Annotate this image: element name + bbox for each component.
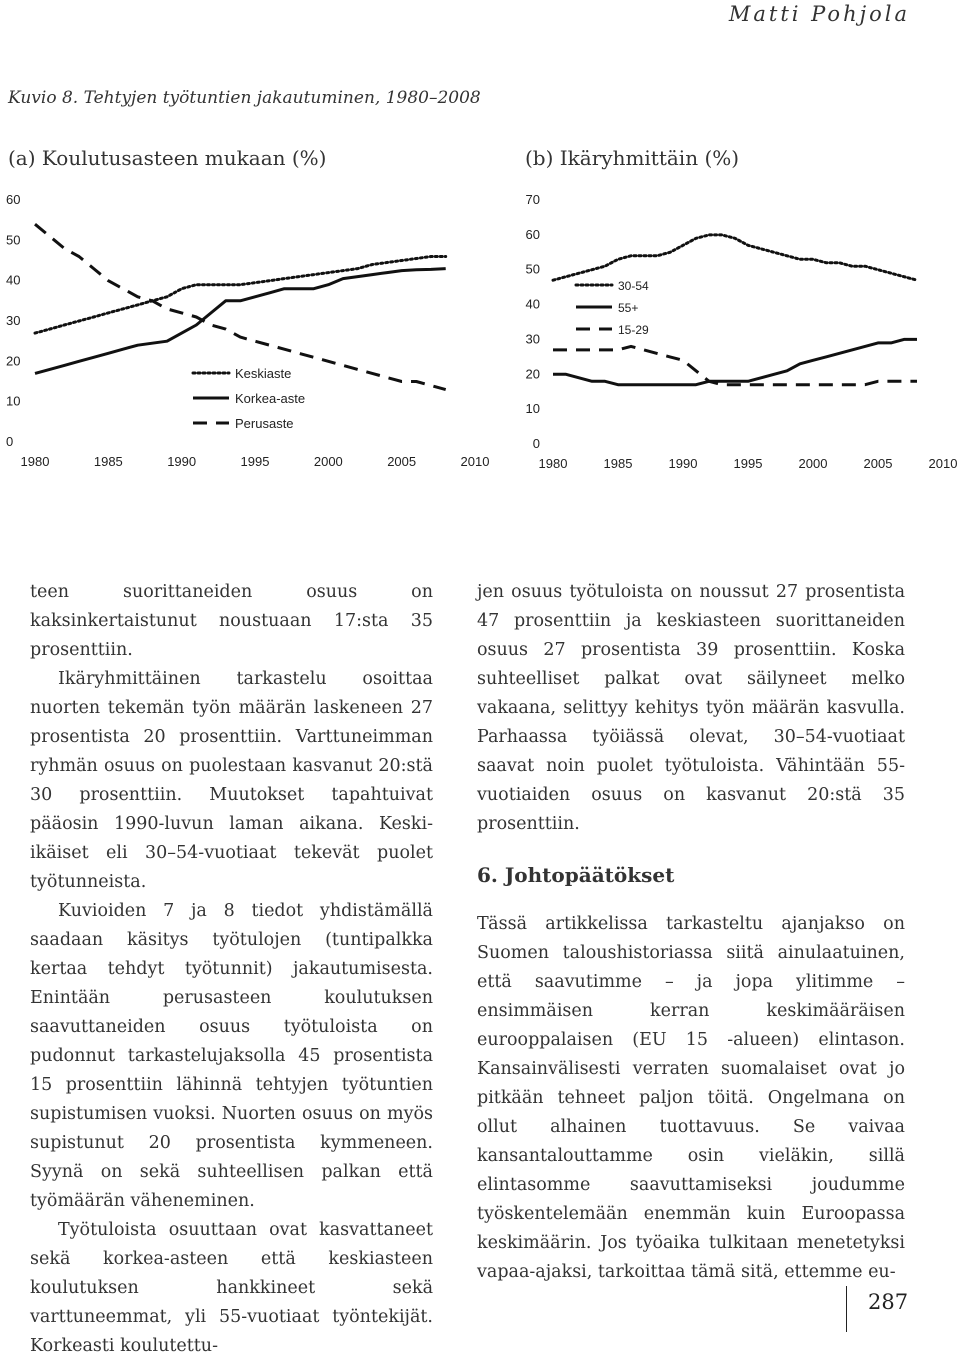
x-tick-label: 2005 <box>387 454 417 469</box>
text-column-right <box>477 578 905 1287</box>
legend-label: 30-54 <box>618 279 649 293</box>
legend-label: 55+ <box>618 301 639 315</box>
page-number-rule <box>846 1286 847 1332</box>
y-tick-label: 40 <box>525 296 540 312</box>
x-tick-label: 2000 <box>313 454 343 469</box>
x-tick-label: 2010 <box>460 454 490 469</box>
y-tick-label: 10 <box>6 393 21 409</box>
x-tick-label: 1995 <box>240 454 270 469</box>
paragraph: jen osuus työtuloista on noussut 27 prosentista 47 prosenttiin ja keskiasteen suorittaneiden osuus 27 prosentista 39 prosenttiin. Koska suhteelliset palkat ovat säilyneet melko vakaana, selittyy kehitys työn määrän kasvulla. Parhaassa työiässä olevat, 30–54-vuotiaat saavat noin puolet työtuloista. Vähintään 55-vuotiaiden osuus on kasvanut 20:stä 35 prosenttiin. <box>477 582 905 834</box>
series-line-30-54 <box>553 235 917 280</box>
y-tick-label: 40 <box>6 272 21 288</box>
series-line-15-29 <box>553 346 917 384</box>
x-tick-label: 1990 <box>167 454 197 469</box>
y-tick-label: 50 <box>6 232 21 248</box>
y-tick-label: 10 <box>525 401 540 417</box>
page-number: 287 <box>868 1290 909 1314</box>
section-heading: 6. Johtopäätökset <box>477 863 675 887</box>
x-tick-label: 1980 <box>538 456 568 471</box>
series-line-keskiaste <box>35 257 446 334</box>
paragraph: Kuvioiden 7 ja 8 tiedot yhdistämällä saadaan käsitys työtulojen (tuntipalkka kertaa tehdyt työtunnit) jakautumisesta. Enintään perusasteen koulutuksen saavuttaneiden osuus työtuloista on pudonnut tarkastelujaksolla 45 prosentista 15 prosenttiin lähinnä tehtyjen työtuntien supistumisen vuoksi. Nuorten osuus on myös supistunut 20 prosentista kymmeneen. Syynä on sekä suhteellisen palkan että työmäärän väheneminen. <box>30 901 433 1211</box>
running-header-author: Matti Pohjola <box>728 2 910 26</box>
series-line-perusaste <box>35 224 446 389</box>
y-tick-label: 30 <box>6 313 21 328</box>
text-column-left <box>30 578 433 1361</box>
y-tick-label: 70 <box>525 192 540 207</box>
y-tick-label: 50 <box>525 261 540 277</box>
y-tick-label: 20 <box>6 353 21 369</box>
paragraph: Työtuloista osuuttaan ovat kasvattaneet sekä korkea-asteen että keskiasteen koulutuksen hankkineet sekä varttuneemmat, yli 55-vuotiaat työntekijät. Korkeasti koulutettu- <box>30 1220 433 1356</box>
chart-a-title: (a) Koulutusasteen mukaan (%) <box>8 146 327 170</box>
legend-label: Korkea-aste <box>235 391 306 406</box>
y-tick-label: 20 <box>525 366 540 382</box>
y-tick-label: 60 <box>6 192 21 207</box>
y-tick-label: 30 <box>525 331 540 347</box>
x-tick-label: 1980 <box>20 454 50 469</box>
legend-label: Keskiaste <box>235 366 292 381</box>
chart-b-title: (b) Ikäryhmittäin (%) <box>525 146 740 170</box>
x-tick-label: 1990 <box>668 456 698 471</box>
series-line-55+ <box>553 339 917 384</box>
legend-label: 15-29 <box>618 323 649 337</box>
chart-a <box>0 185 500 485</box>
x-tick-label: 2010 <box>928 456 958 471</box>
figure-caption: Kuvio 8. Tehtyjen työtuntien jakautuminen, 1980–2008 <box>8 88 481 108</box>
x-tick-label: 1985 <box>93 454 123 469</box>
y-tick-label: 0 <box>6 434 14 449</box>
x-tick-label: 2005 <box>863 456 893 471</box>
chart-b <box>510 185 960 485</box>
x-tick-label: 1995 <box>733 456 763 471</box>
y-tick-label: 0 <box>532 436 540 451</box>
paragraph: Ikäryhmittäinen tarkastelu osoittaa nuorten tekemän työn määrän laskeneen 27 prosentista 20 prosenttiin. Varttuneimman ryhmän osuus on puolestaan kasvanut 20:stä 30 prosenttiin. Muutokset tapahtuivat pääosin 1990-luvun laman aikana. Keski-ikäiset eli 30–54-vuotiaat tekevät puolet työtunneista. <box>30 669 433 892</box>
y-tick-label: 60 <box>525 226 540 242</box>
legend-label: Perusaste <box>235 416 294 431</box>
paragraph: teen suorittaneiden osuus on kaksinkertaistunut noustuaan 17:sta 35 prosenttiin. <box>30 582 433 660</box>
x-tick-label: 2000 <box>798 456 828 471</box>
paragraph: Tässä artikkelissa tarkasteltu ajanjakso on Suomen taloushistoriassa siitä ainulaatuinen, että saavutimme – ja jopa ylitimme – ensimmäisen kerran keskimääräisen eurooppalaisen (EU 15 -alueen) elintason. Kansainvälisesti verraten suomalaiset ovat jo pitkään tehneet paljon töitä. Ongelmana on ollut alhainen tuottavuus. Se vaivaa kansantalouttamme osin vieläkin, sillä elintasomme saavuttamiseksi joudumme työskentelemään enemmän kuin Euroopassa keskimäärin. Jos työaika tulkitaan menetetyksi vapaa-ajaksi, tarkoittaa tämä sitä, ettemme eu- <box>477 914 905 1282</box>
x-tick-label: 1985 <box>603 456 633 471</box>
